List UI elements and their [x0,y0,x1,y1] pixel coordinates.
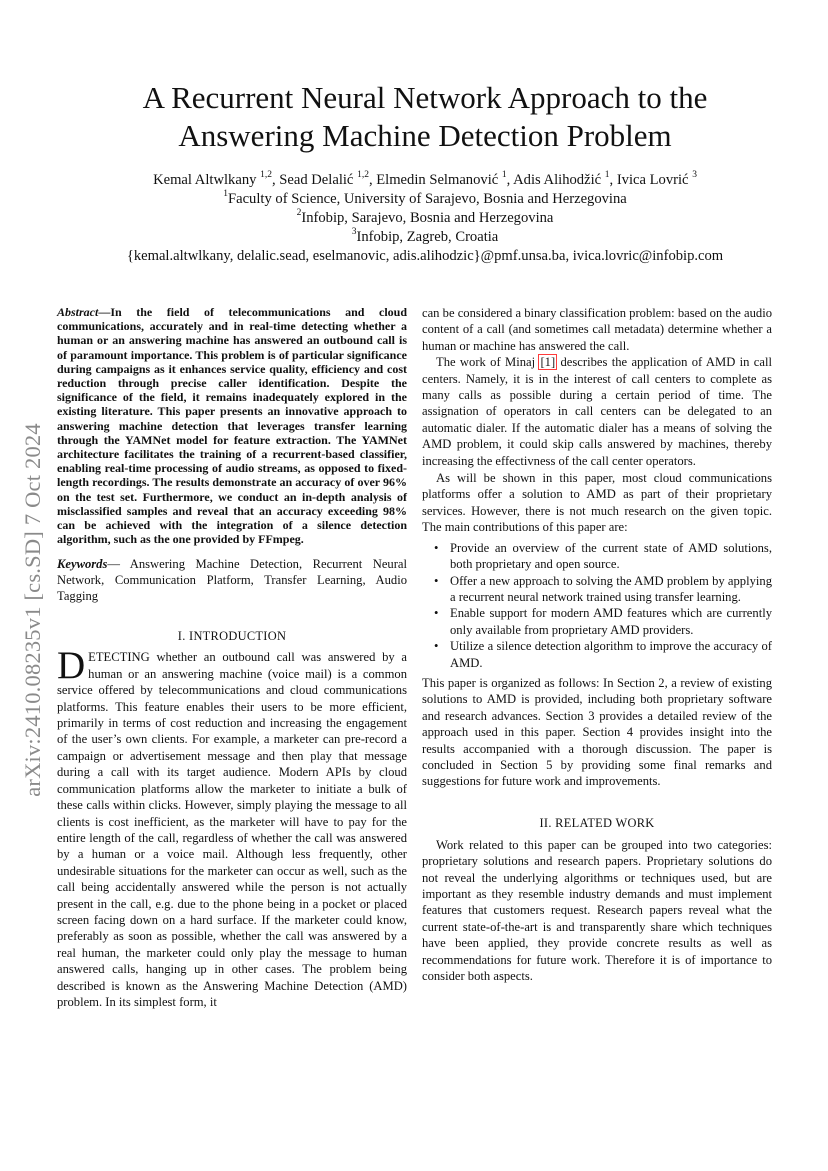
section-heading-introduction [57,629,407,644]
affiliation-text: Infobip, Sarajevo, Bosnia and Herzegovina [301,210,554,226]
left-column [57,305,407,1010]
affiliation-line [60,209,790,228]
bullet-icon: • [434,573,439,588]
introduction-paragraph [57,644,407,1010]
author-affiliation-mark: 3 [692,170,697,181]
keywords-text: — Answering Machine Detection, Recurrent Neural Network, Communication Platform, Transfer Learning, Audio Tagging [57,557,407,604]
keywords [57,556,407,604]
author-name: Ivica Lovrić [616,172,689,188]
author-name: Sead Delalić [279,172,354,188]
affiliation-number: 3 [351,227,357,238]
affiliation-number: 1 [223,189,228,200]
paper-title-line-1: A Recurrent Neural Network Approach to the [142,80,708,115]
abstract-text: —In the field of telecommunications and cloud communications, accurately and in real-time detecting whether a human or an answering machine has answered an outbound call is of paramount importance. This problem is of particular significance during campaigns as it enhances service quality, efficiency and cost reduction through precise caller identification. Despite the significance of the field, it remains inadequately explored in the existing literature. This paper presents an innovative approach to answering machine detection that leverages transfer learning through the YAMNet model for feature extraction. The YAMNet architecture facilitates the training of a recurrent-based classifier, enabling real-time processing of audio streams, as opposed to fixed-length recordings. The results demonstrate an accuracy of over 96% on the test set. Furthermore, we conduct an in-depth analysis of misclassified samples and reveal that an accuracy exceeding 98% can be achieved with the integration of a silence detection algorithm, such as the one provided by FFmpeg. [57,305,407,547]
author-emails: {kemal.altwlkany, delalic.sead, eselmanovic, adis.alihodzic}@pmf.unsa.ba, ivica.lovric@infobip.com [126,248,724,264]
author-name: Kemal Altwlkany [153,172,257,188]
bullet-icon: • [434,540,439,555]
author-affiliation-mark: 1 [501,170,507,181]
list-item-text: Utilize a silence detection algorithm to improve the accuracy of AMD. [450,639,772,670]
abstract-label: Abstract [57,305,99,319]
section-title-rest: ELATED WORK [563,815,655,830]
contributions-intro-paragraph: As will be shown in this paper, most cloud communications platforms offer a solution to AMD as part of their proprietary services. However, there is not much research on the given topic. The main contributions of this paper are: [422,471,772,535]
citation-link[interactable]: [1] [540,355,556,370]
contributions-list [422,540,772,671]
minaj-paragraph [422,354,772,469]
author-name: Elmedin Selmanović [376,172,499,188]
paragraph-text: describes the application of AMD in call centers. Namely, it is in the interest of call centers to complete as many calls as possible during a certain period of time. The assignation of operators in call centers can be delegated to an automatic dialer. If the automatic dialer has a means of solving the AMD problem, it could skip calls answered by machines, thereby increasing the effectivness of the call center operators. [422,355,772,468]
affiliation-line [60,228,790,247]
affiliation-text: Faculty of Science, University of Sarajevo, Bosnia and Herzegovina [227,191,627,207]
right-column [422,305,772,984]
bullet-icon: • [434,639,439,654]
affiliation-line [60,190,790,209]
section-title-rest: NTRODUCTION [193,629,287,644]
introduction-text: whether an outbound call was answered by a human or an answering machine (voice mail) is a common service offered by telecommunications and cloud communications platforms. This feature enables their users to be more efficient, primarily in terms of cost reduction and increasing the engagement of the user’s own clients. For example, a marketer can pre-record a campaign or advertisement message and then play that message during a call with its target audience. Modern APIs by cloud communication platforms allow the marketer to initiate a bulk of these calls within clicks. However, simply playing the message to all clients is cost inefficient, as the marketer will have to pay for the entire length of the call, regardless of whether the call was answered by a human or a voice mail. Although less frequently, other undesirable situations for the marketer can occur as well, such as the call being accidentally answered while the person is not actually present in the call, e.g. due to the phone being in a pocket or placed screen facing down on a hard surface. If the marketer could know, preferably as soon as possible, whether the call was answered by a real human, the marketer could only play the message to human answered calls, hanging up in other cases. The problem being described is known as the Answering Machine Detection (AMD) problem. In its simplest form, it [57,650,407,1009]
keywords-label: Keywords [57,557,108,572]
paragraph-lead-in: ETECTING [88,650,150,665]
section-title-initial: R [555,815,564,830]
section-number: II. [539,815,552,830]
arxiv-stamp-text: arXiv:2410.08235v1 [cs.SD] 7 Oct 2024 [20,423,45,797]
author-affiliation-mark: 1 [604,170,610,181]
bullet-icon: • [434,606,439,621]
list-item [434,573,772,606]
organization-paragraph: This paper is organized as follows: In Section 2, a review of existing solutions to AMD is provided, including both proprietary software and research advances. Section 3 provides a detailed review of the approach used in this paper. Section 4 provides insight into the results accompanied with a thorough discussion. The paper is concluded in Section 5 by providing some final remarks and suggestions for future work and improvements. [422,675,772,789]
list-item [434,605,772,638]
paragraph-text: The work of Minaj [436,355,540,370]
list-item-text: Provide an overview of the current state of AMD solutions, both proprietary and open source. [450,540,772,572]
list-item-text: Offer a new approach to solving the AMD problem by applying a recurrent neural network trained using transfer learning. [450,573,772,604]
list-item [434,638,772,671]
section-number: I. [177,629,186,644]
section-heading-related-work [422,816,772,831]
arxiv-identifier-stamp [19,375,47,845]
list-item [434,540,772,573]
affiliation-number: 2 [296,208,302,219]
section-title-initial: I [189,629,194,644]
introduction-paragraph-continued: can be considered a binary classification problem: based on the audio content of a call (and sometimes call metadata) determine whether a human or machine has answered the call. [422,306,772,353]
author-name: Adis Alihodžić [513,172,602,188]
affiliation-text: Infobip, Zagreb, Croatia [356,229,499,245]
abstract [57,305,407,546]
author-affiliation-mark: 1,2 [260,170,272,181]
author-list: Kemal Altwlkany $^{1,2}$, Sead Delalić $^{1,2}$, Elmedin Selmanović $^1$, Adis Alihodžić $^1$, Ivica Lovrić $^3$ [153,170,697,188]
related-work-paragraph: Work related to this paper can be grouped into two categories: proprietary solutions and research papers. Proprietary solutions do not reveal the underlying algorithms or techniques used, but are important as they resemble industry demands and must implement features that customers request. Research papers reveal what the current state-of-the-art is and transparently share which techniques have been applied, they provide concrete results as well as recommendations for future work. Therefore it is of importance to consider both aspects. [422,837,772,984]
author-affiliation-mark: 1,2 [357,170,369,181]
drop-cap-letter: D [57,644,86,688]
paper-title-line-2: Answering Machine Detection Problem [178,118,672,153]
list-item-text: Enable support for modern AMD features which are currently only available from proprietary AMD providers. [450,606,772,637]
